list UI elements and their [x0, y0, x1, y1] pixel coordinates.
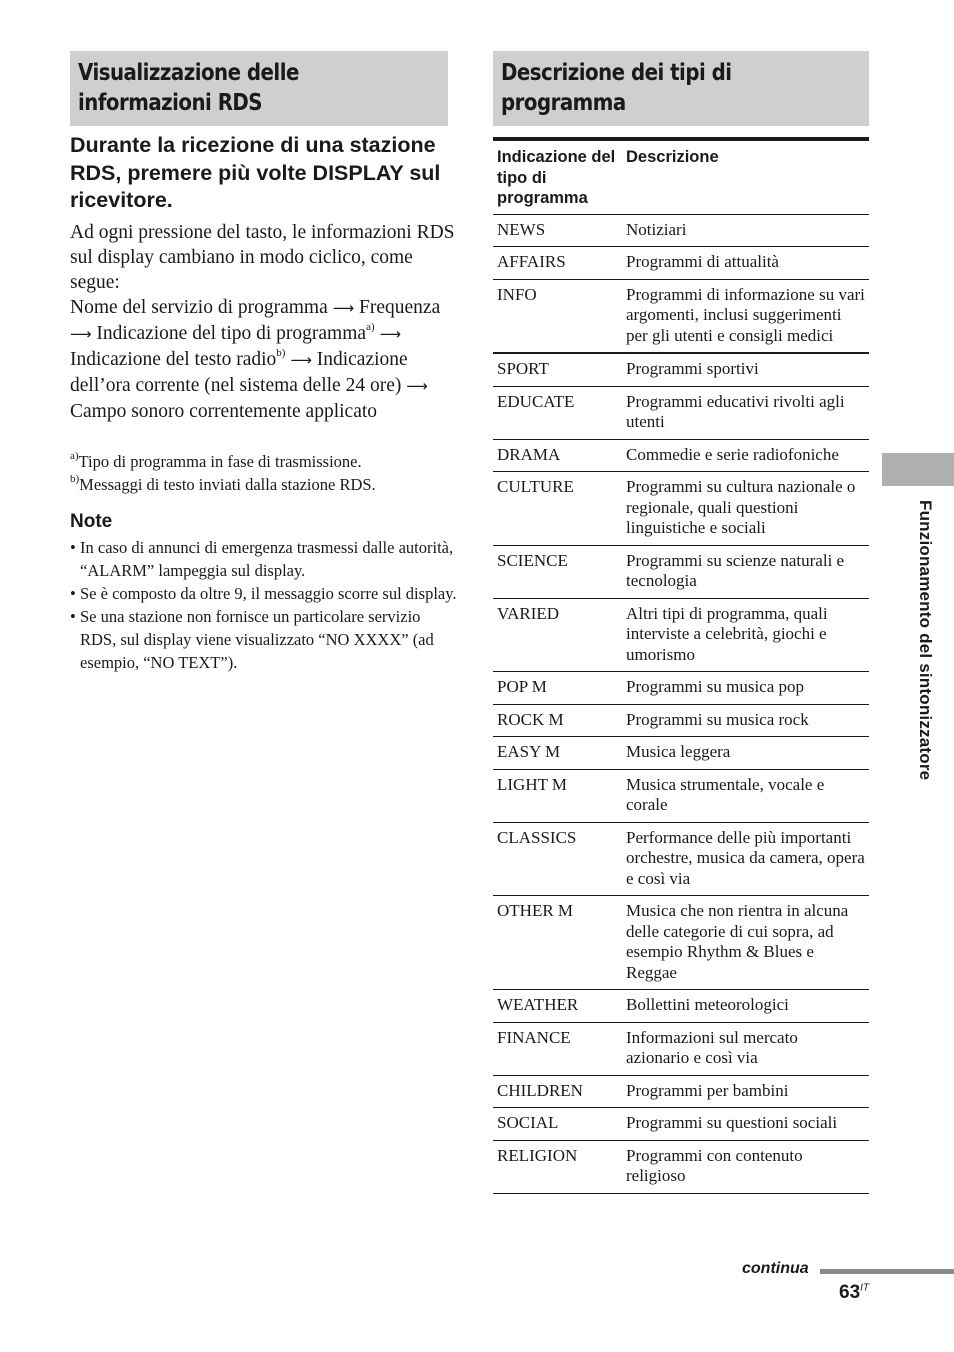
footnote-text: Tipo di programma in fase di trasmissione.: [78, 452, 362, 471]
sequence-item: Campo sonoro correntemente applicato: [70, 401, 378, 422]
table-row: [493, 1108, 869, 1141]
display-sequence: [70, 295, 455, 424]
program-type-code: SOCIAL: [493, 1108, 622, 1141]
sequence-item: Nome del servizio di programma: [70, 297, 328, 318]
footnote-mark: b): [70, 472, 80, 485]
program-type-description: Informazioni sul mercato azionario e così via: [622, 1022, 869, 1075]
table-row: [493, 737, 869, 770]
arrow-right-icon: ⟶: [332, 299, 355, 317]
program-type-code: POP M: [493, 672, 622, 705]
intro-paragraph: Ad ogni pressione del tasto, le informazioni RDS sul display cambiano in modo ciclico, come segue:: [70, 222, 455, 293]
footnote-mark: a): [366, 320, 375, 333]
program-type-code: CHILDREN: [493, 1075, 622, 1108]
page-number: $63^{IT}$: [839, 1282, 870, 1303]
program-type-description: Programmi per bambini: [622, 1075, 869, 1108]
arrow-right-icon: ⟶: [379, 325, 401, 343]
sequence-item: Indicazione dell’ora corrente (nel sistema delle 24 ore): [70, 349, 408, 396]
table-row: [493, 769, 869, 822]
program-type-code: EASY M: [493, 737, 622, 770]
chapter-side-label: Funzionamento del sintonizzatore: [916, 500, 935, 781]
note-item: [70, 582, 460, 605]
program-type-description: Programmi sportivi: [622, 353, 869, 386]
program-type-code: INFO: [493, 279, 622, 353]
table-row: [493, 472, 869, 546]
program-type-code: VARIED: [493, 598, 622, 672]
table-row: [493, 1140, 869, 1193]
program-type-description: Programmi di informazione su vari argomenti, inclusi suggerimenti per gli utenti e consigli medici: [622, 279, 869, 353]
program-type-code: RELIGION: [493, 1140, 622, 1193]
program-type-code: LIGHT M: [493, 769, 622, 822]
table-row: [493, 990, 869, 1023]
footnote-mark: a): [70, 449, 79, 462]
table-row: [493, 353, 869, 386]
table-row: [493, 1075, 869, 1108]
program-type-description: Programmi su questioni sociali: [622, 1108, 869, 1141]
table-row: [493, 439, 869, 472]
sequence-item: Indicazione del tipo di programma: [96, 323, 367, 344]
note-text: Se è composto da oltre 9, il messaggio scorre sul display.: [80, 584, 457, 603]
program-type-description: Notiziari: [622, 214, 869, 247]
program-type-code: DRAMA: [493, 439, 622, 472]
footnote: [70, 474, 455, 496]
continua-label: continua: [742, 1260, 809, 1277]
arrow-right-icon: ⟶: [406, 377, 428, 395]
table-row: [493, 704, 869, 737]
note-item: [70, 605, 460, 674]
program-type-description: Programmi con contenuto religioso: [622, 1140, 869, 1193]
program-type-code: CULTURE: [493, 472, 622, 546]
section-tab-marker: [882, 453, 954, 486]
table-row: [493, 1022, 869, 1075]
program-type-description: Programmi educativi rivolti agli utenti: [622, 386, 869, 439]
note-text: Se una stazione non fornisce un particolare servizio RDS, sul display viene visualizzato “NO XXXX” (ad esempio, “NO TEXT”).: [80, 607, 434, 672]
program-type-description: Musica che non rientra in alcuna delle categorie di cui sopra, ad esempio Rhythm & Blues e Reggae: [622, 896, 869, 990]
sequence-item: Frequenza: [359, 297, 441, 318]
program-type-description: Musica leggera: [622, 737, 869, 770]
table-row: [493, 672, 869, 705]
note-list: [70, 536, 460, 674]
program-type-code: EDUCATE: [493, 386, 622, 439]
arrow-right-icon: ⟶: [290, 351, 312, 369]
section-title-program-types: Descrizione dei tipi di programma: [493, 51, 869, 126]
footnote-text: Messaggi di testo inviati dalla stazione RDS.: [79, 475, 376, 494]
program-type-description: Commedie e serie radiofoniche: [622, 439, 869, 472]
program-type-description: Programmi su musica pop: [622, 672, 869, 705]
program-type-code: CLASSICS: [493, 822, 622, 896]
table-header-row: [493, 141, 869, 214]
program-type-code: SCIENCE: [493, 545, 622, 598]
program-type-description: Programmi di attualità: [622, 247, 869, 280]
table-row: [493, 896, 869, 990]
program-type-description: Altri tipi di programma, quali interviste a celebrità, giochi e umorismo: [622, 598, 869, 672]
program-type-description: Programmi su musica rock: [622, 704, 869, 737]
continua-bar: [820, 1269, 954, 1274]
program-type-description: Bollettini meteorologici: [622, 990, 869, 1023]
table-row: [493, 386, 869, 439]
bullet-icon: •: [70, 538, 76, 557]
table-row: [493, 545, 869, 598]
bullet-icon: •: [70, 584, 76, 603]
table-row: [493, 279, 869, 353]
note-item: [70, 536, 460, 582]
table-row: [493, 598, 869, 672]
program-type-code: ROCK M: [493, 704, 622, 737]
section-title-rds: Visualizzazione delle informazioni RDS: [70, 51, 448, 126]
program-type-description: Programmi su cultura nazionale o regionale, quali questioni linguistiche e sociali: [622, 472, 869, 546]
program-type-code: OTHER M: [493, 896, 622, 990]
program-type-table: [493, 137, 869, 1194]
program-type-code: NEWS: [493, 214, 622, 247]
column-header: Descrizione: [622, 141, 869, 214]
table-body: [493, 214, 869, 1193]
note-text: In caso di annunci di emergenza trasmessi dalle autorità, “ALARM” lampeggia sul display.: [80, 538, 454, 580]
table-row: [493, 247, 869, 280]
sequence-item: Indicazione del testo radio: [70, 349, 277, 370]
program-type-description: Performance delle più importanti orchestre, musica da camera, opera e così via: [622, 822, 869, 896]
arrow-right-icon: ⟶: [70, 325, 92, 343]
table-row: [493, 822, 869, 896]
program-type-code: AFFAIRS: [493, 247, 622, 280]
program-type-description: Programmi su scienze naturali e tecnologia: [622, 545, 869, 598]
column-header: Indicazione del tipo di programma: [493, 141, 622, 214]
program-type-code: SPORT: [493, 353, 622, 386]
program-type-description: Musica strumentale, vocale e corale: [622, 769, 869, 822]
footnote-mark: b): [276, 346, 286, 359]
footnote: [70, 451, 455, 473]
instruction-heading: Durante la ricezione di una stazione RDS, premere più volte DISPLAY sul ricevitore.: [70, 133, 441, 212]
bullet-icon: •: [70, 607, 76, 626]
program-type-code: FINANCE: [493, 1022, 622, 1075]
program-type-code: WEATHER: [493, 990, 622, 1023]
note-heading: Note: [70, 511, 113, 532]
table-row: [493, 214, 869, 247]
